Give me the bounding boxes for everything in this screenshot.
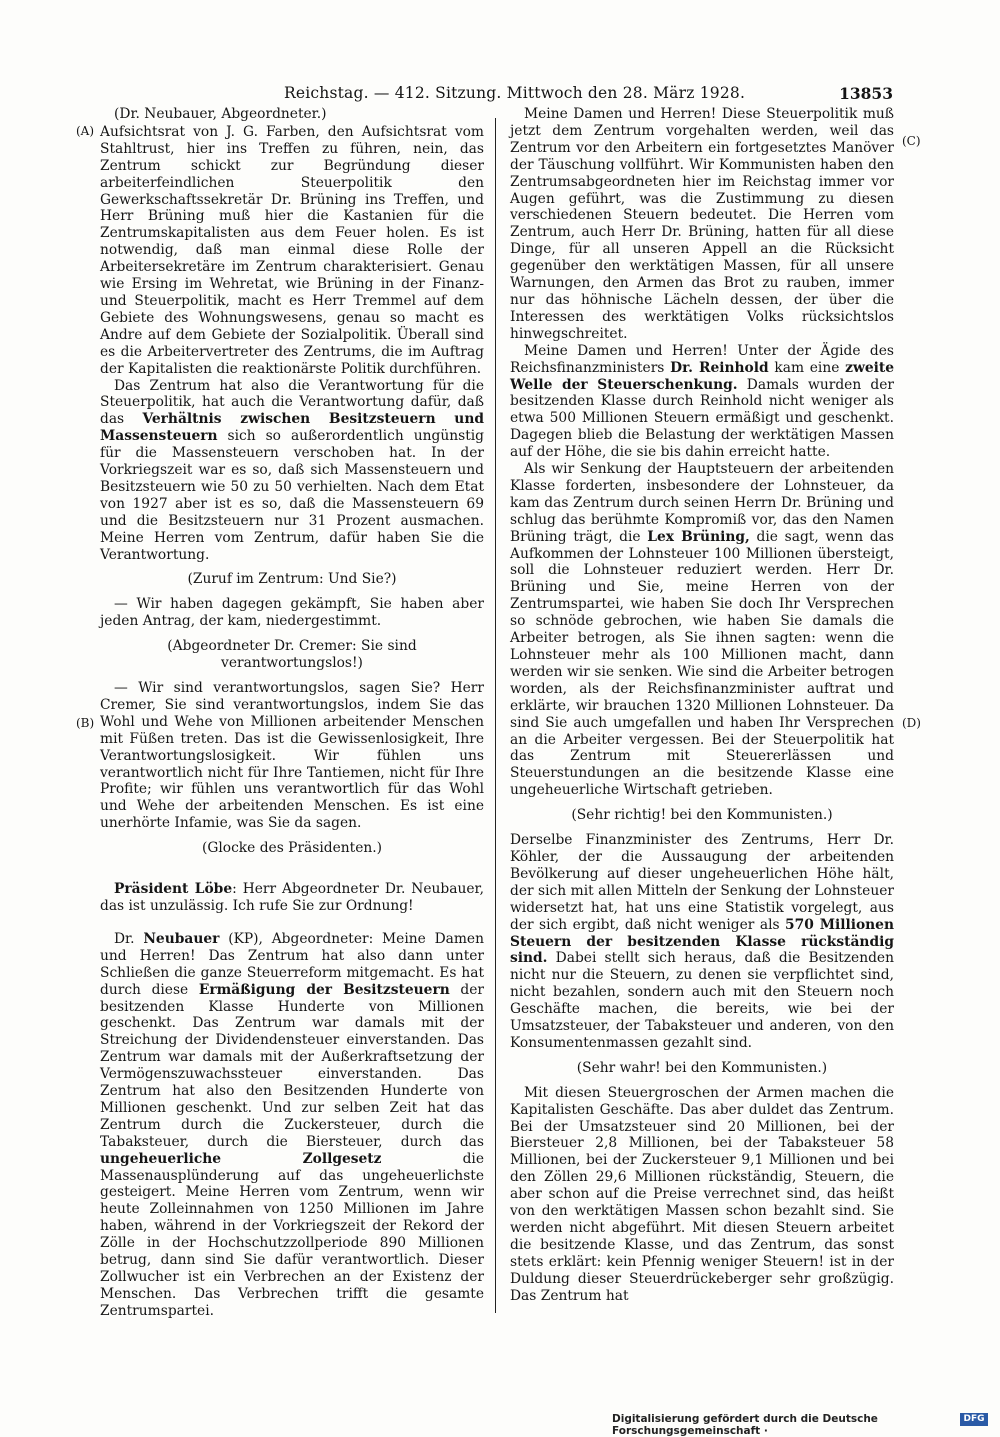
- paragraph: — Wir sind verantwortungslos, sagen Sie? Herr Cremer, Sie sind verantwortungslos, indem Sie das Wohl und Wehe von Millionen arbeitender Menschen mit Füßen treten. Das ist die Gewissenlosigkeit, Ihre Verantwortungslosigkeit. Wir fühlen uns verantwortlich nicht für Ihre Tantiemen, nicht für Ihre Profite; wir fühlen uns verantwortlich für das Wohl und Wehe der arbeitenden Menschen. Es ist eine unerhörte Infamie, was Sie da sagen.: [100, 680, 484, 832]
- speech-paragraph: Dr. Neubauer (KP), Abgeordneter: Meine Damen und Herren! Das Zentrum hat also dann unter Schließen die ganze Steuerreform mitgemacht. Es hat durch diese Ermäßigung der Besitzsteuern der besitzenden Klasse Hunderte von Millionen geschenkt. Das Zentrum war damals mit der Streichung der Dividendensteuer einverstanden. Das Zentrum war damals mit der Außerkraftsetzung der Vermögenszuwachssteuer einverstanden. Das Zentrum hat also den Besitzenden Hunderte von Millionen geschenkt. Und zur selben Zeit hat das Zentrum durch die Zuckersteuer, durch die Tabaksteuer, durch die Biersteuer, durch das ungeheuerliche Zollgesetz die Massenausplünderung auf das ungeheuerlichste gesteigert. Meine Herren vom Zentrum, wenn wir heute Zolleinnahmen von 1250 Millionen im Jahre haben, während in der Vorkriegszeit der Rekord der Zölle in der Hochschutzzollperiode 890 Millionen betrug, dann sind Sie dafür verantwortlich. Dieser Zollwucher ist ein Verbrechen an der Existenz der Menschen. Das Verbrechen trifft die gesamte Zentrumspartei.: [100, 930, 484, 1319]
- emphasis: Ermäßigung der Besitzsteuern: [198, 981, 450, 998]
- margin-mark-d: (D): [902, 716, 921, 730]
- paragraph: — Wir haben dagegen gekämpft, Sie haben aber jeden Antrag, der kam, niedergestimmt.: [100, 596, 484, 630]
- interjection: (Abgeordneter Dr. Cremer: Sie sind verantwortungslos!): [167, 638, 417, 672]
- margin-mark-c: (C): [902, 134, 921, 148]
- interjection: (Zuruf im Zentrum: Und Sie?): [187, 571, 397, 588]
- running-title: Reichstag. — 412. Sitzung. Mittwoch den 28. März 1928.: [284, 84, 746, 102]
- margin-mark-b: (B): [76, 716, 95, 730]
- emphasis: zweite Welle der Steuerschenkung.: [510, 359, 894, 393]
- paragraph: Als wir Senkung der Hauptsteuern der arbeitenden Klasse forderten, insbesondere der Lohnsteuer, da kam das Zentrum durch seinen Herrn Dr. Brüning und schlug das berühmte Kompromiß vor, das den Namen Brüning trägt, die Lex Brüning, die sagt, wenn das Aufkommen der Lohnsteuer 100 Millionen übersteigt, soll die Lohnsteuer reduziert werden. Herr Dr. Brüning und Sie, meine Herren von der Zentrumspartei, wie haben Sie doch Ihr Versprechen so schnöde gebrochen, wie haben Sie damals die Arbeiter betrogen, als Sie ihnen sagten: wenn die Lohnsteuer mehr als 100 Millionen macht, dann werden wir sie senken. Wie sind die Arbeiter betrogen worden, als der Reichsfinanzminister auftrat und erklärte, wir brauchen 1320 Millionen Lohnsteuer. Da sind Sie auch umgefallen und haben Ihr Versprechen an die Arbeiter vergessen. Bei der Steuerpolitik hat das Zentrum mit Steuererlässen und Steuerstundungen an die besitzende Klasse eine ungeheuerliche Wirtschaft getrieben.: [510, 461, 894, 799]
- emphasis: Verhältnis zwischen Besitzsteuern und Massensteuern: [100, 411, 485, 445]
- emphasis: Lex Brüning,: [647, 528, 750, 545]
- interjection: (Sehr wahr! bei den Kommunisten.): [576, 1059, 828, 1076]
- right-column: [510, 106, 894, 1305]
- column-divider: [495, 118, 496, 1313]
- speaker-name: Präsident Löbe: [114, 881, 233, 898]
- speaker-name: Neubauer: [143, 930, 220, 947]
- president-statement: Präsident Löbe: Herr Abgeordneter Dr. Neubauer, das ist unzulässig. Ich rufe Sie zur Ordnung!: [100, 881, 484, 914]
- emphasis: Dr. Reinhold: [670, 359, 769, 376]
- paragraph: Meine Damen und Herren! Unter der Ägide des Reichsfinanzministers Dr. Reinhold kam eine zweite Welle der Steuerschenkung. Damals wurden der besitzenden Klasse durch Reinhold nicht weniger als etwa 500 Millionen Steuern ermäßigt und geschenkt. Dagegen blieb die Belastung der werktätigen Massen auf der Höhe, die sie bis dahin erreicht hatte.: [510, 342, 895, 461]
- dfg-logo-icon: DFG: [960, 1413, 988, 1426]
- emphasis: ungeheuerliche Zollgesetz: [100, 1150, 382, 1167]
- paragraph: Derselbe Finanzminister des Zentrums, Herr Dr. Köhler, der die Aussaugung der arbeitenden Bevölkerung auf dieser ungeheuerlichen Höhe hält, der sich mit allen Mitteln der Senkung der Lohnsteuer widersetzt hat, hat uns eine Statistik vorgelegt, aus der sich ergibt, daß nicht weniger als 570 Millionen Steuern der besitzenden Klasse rückständig sind. Dabei stellt sich heraus, daß die Besitzenden nicht nur die Steuern, zu denen sie verpflichtet sind, nicht bezahlen, sondern auch mit den Steuern noch Geschäfte machen, die bereits, wie bei der Umsatzsteuer, der Tabaksteuer und anderen, von den Konsumentenmassen gezahlt sind.: [510, 832, 894, 1051]
- paragraph: Meine Damen und Herren! Diese Steuerpolitik muß jetzt dem Zentrum vorgehalten werden, weil das Zentrum vor den Arbeitern ein fortgesetztes Manöver der Täuschung vollführt. Wir Kommunisten haben den Zentrumsabgeordneten hier im Reichstag immer vor Augen geführt, was die Zustimmung zu diesen verschiedenen Steuern bedeutet. Die Herren vom Zentrum, auch Herr Dr. Brüning, hatten für all diese Dinge, für all unseren Appell an die Rücksicht gegenüber den werktätigen Massen, für all unsere Warnungen, den Armen das Brot zu rauben, immer nur das höhnische Lächeln dessen, der über die Interessen des werktätigen Volks rücksichtslos hinwegschreitet.: [510, 106, 894, 342]
- left-column: [100, 106, 484, 1320]
- emphasis: 570 Millionen Steuern der besitzenden Klasse rückständig sind.: [510, 916, 894, 967]
- page-header: [100, 84, 893, 106]
- interjection: (Sehr richtig! bei den Kommunisten.): [571, 807, 833, 824]
- paragraph: Aufsichtsrat von J. G. Farben, den Aufsichtsrat vom Stahltrust, hier ins Treffen zu führen, nein, das Zentrum schickt zur Begründung dieser arbeiterfeindlichen Steuerpolitik den Gewerkschaftssekretär Dr. Brüning ins Treffen, und Herr Brüning muß hier die Kastanien für die Zentrumskapitalisten aus dem Feuer holen. Es ist notwendig, daß man einmal diese Rolle der Arbeitersekretäre im Zentrum charakterisiert. Genau wie Ersing im Wehretat, wie Brüning in der Finanz- und Steuerpolitik, macht es Herr Tremmel auf dem Gebiete des Wohnungswesens, genau so macht es Andre auf dem Gebiete der Sozialpolitik. Überall sind es die Arbeitervertreter des Zentrums, die im Auftrag der Kapitalisten die reaktionärste Politik durchführen.: [100, 123, 484, 377]
- digitization-credit: Digitalisierung gefördert durch die Deutsche Forschungsgemeinschaft ·: [612, 1413, 878, 1437]
- speaker-continuation: (Dr. Neubauer, Abgeordneter.): [114, 106, 327, 122]
- paragraph: Das Zentrum hat also die Verantwortung für die Steuerpolitik, hat auch die Verantwortung dafür, daß das Verhältnis zwischen Besitzsteuern und Massensteuern sich so außerordentlich ungünstig für die Massensteuern verschoben hat. In der Vorkriegszeit war es so, daß sich Massensteuern und Besitzsteuern wie 50 zu 50 verhielten. Nach dem Etat von 1927 aber ist es so, daß die Massensteuern 69 und die Besitzsteuern nur 31 Prozent ausmachen. Meine Herren vom Zentrum, dafür haben Sie die Verantwortung.: [100, 377, 485, 563]
- paragraph: Mit diesen Steuergroschen der Armen machen die Kapitalisten Geschäfte. Das aber duldet das Zentrum. Bei der Umsatzsteuer sind 20 Millionen, bei der Biersteuer 2,8 Millionen, bei der Tabaksteuer 58 Millionen, bei der Zuckersteuer 9,1 Millionen und bei den Zöllen 29,6 Millionen rückständig, Steuern, die aber schon auf die Preise verrechnet sind, das heißt von den werktätigen Massen schon bezahlt sind. Sie werden nicht abgeführt. Mit diesen Steuern arbeitet die besitzende Klasse, und das Zentrum, das sonst stets erklärt: kein Pfennig weniger Steuern! ist in der Duldung dieser Steuerdrückeberger sehr großzügig. Das Zentrum hat: [510, 1084, 894, 1304]
- interjection: (Glocke des Präsidenten.): [201, 840, 383, 857]
- margin-mark-a: (A): [76, 124, 95, 138]
- page-number: 13853: [839, 84, 893, 103]
